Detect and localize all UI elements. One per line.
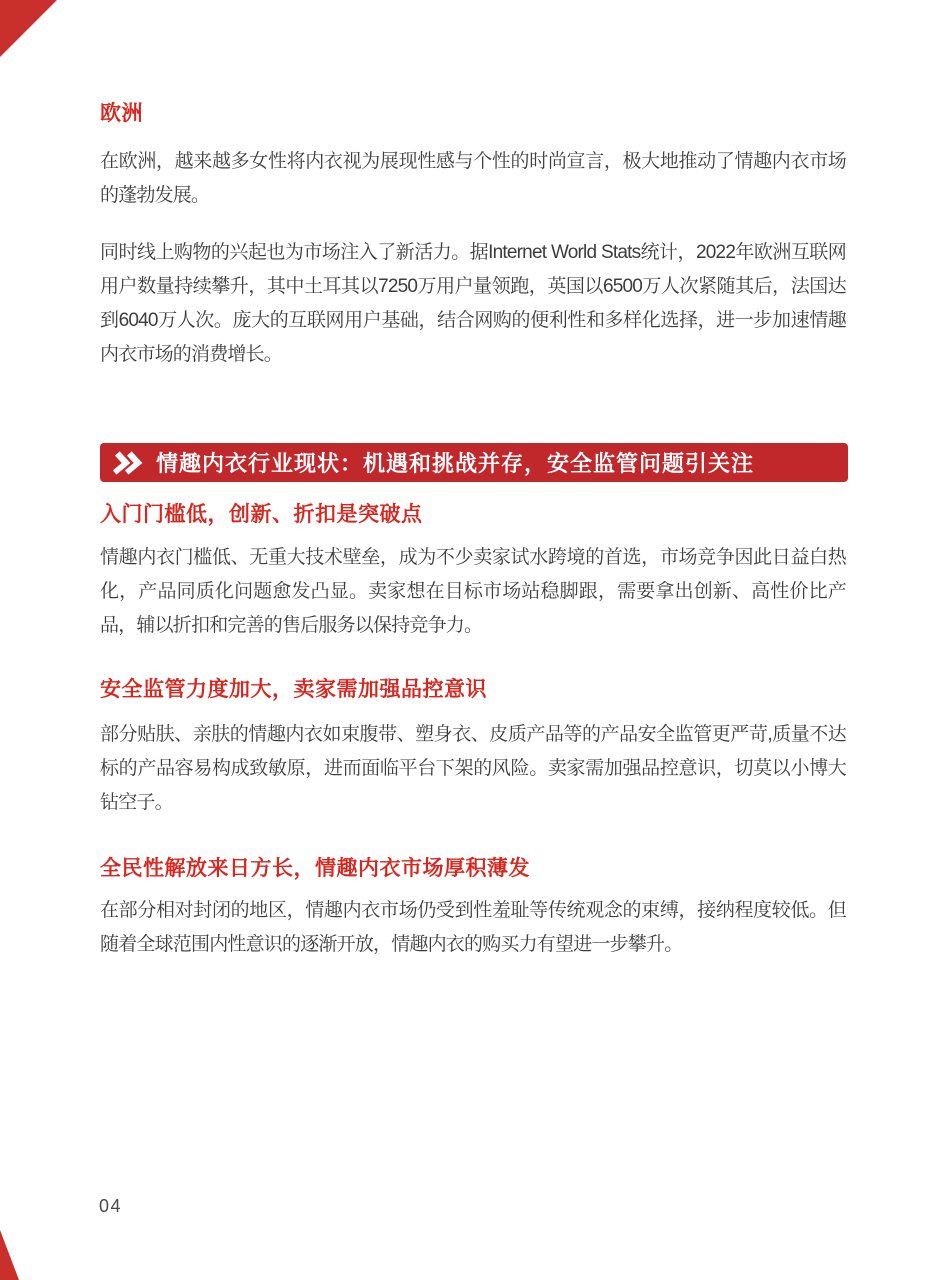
- double-chevron-right-icon: [110, 451, 147, 475]
- corner-accent-top-left: [0, 0, 57, 57]
- industry-status-banner: [100, 443, 848, 482]
- page-number: 04: [99, 1196, 123, 1216]
- section-paragraph-safety-regulation: 部分贴肤、亲肤的情趣内衣如束腹带、塑身衣、皮质产品等的产品安全监管更严苛,质量不达标的产品容易构成致敏原，进而面临平台下架的风险。卖家需加强品控意识，切莫以小博大钻空子。: [100, 724, 846, 813]
- section-heading-entry-barrier: 入门门槛低，创新、折扣是突破点: [100, 503, 423, 526]
- corner-accent-bottom-left: [0, 1230, 19, 1280]
- europe-paragraph-2: 同时线上购物的兴起也为市场注入了新活力。据Internet World Stats统计，2022年欧洲互联网用户数量持续攀升，其中土耳其以7250万用户量领跑，英国以6500万人次紧随其后，法国达到6040万人次。庞大的互联网用户基础，结合网购的便利性和多样化选择，进一步加速情趣内衣市场的消费增长。: [100, 242, 846, 365]
- section-paragraph-entry-barrier: 情趣内衣门槛低、无重大技术壁垒，成为不少卖家试水跨境的首选，市场竞争因此日益白热化，产品同质化问题愈发凸显。卖家想在目标市场站稳脚跟，需要拿出创新、高性价比产品，辅以折扣和完善的售后服务以保持竞争力。: [100, 547, 846, 636]
- europe-paragraph-1: 在欧洲，越来越多女性将内衣视为展现性感与个性的时尚宣言，极大地推动了情趣内衣市场的蓬勃发展。: [100, 151, 846, 206]
- section-paragraph-market-potential: 在部分相对封闭的地区，情趣内衣市场仍受到性羞耻等传统观念的束缚，接纳程度较低。但随着全球范围内性意识的逐渐开放，情趣内衣的购买力有望进一步攀升。: [100, 900, 846, 955]
- section-heading-safety-regulation: 安全监管力度加大，卖家需加强品控意识: [100, 678, 487, 701]
- banner-title: 情趣内衣行业现状：机遇和挑战并存，安全监管问题引关注: [156, 451, 755, 476]
- section-heading-market-potential: 全民性解放来日方长，情趣内衣市场厚积薄发: [100, 857, 530, 880]
- europe-heading: 欧洲: [100, 102, 143, 125]
